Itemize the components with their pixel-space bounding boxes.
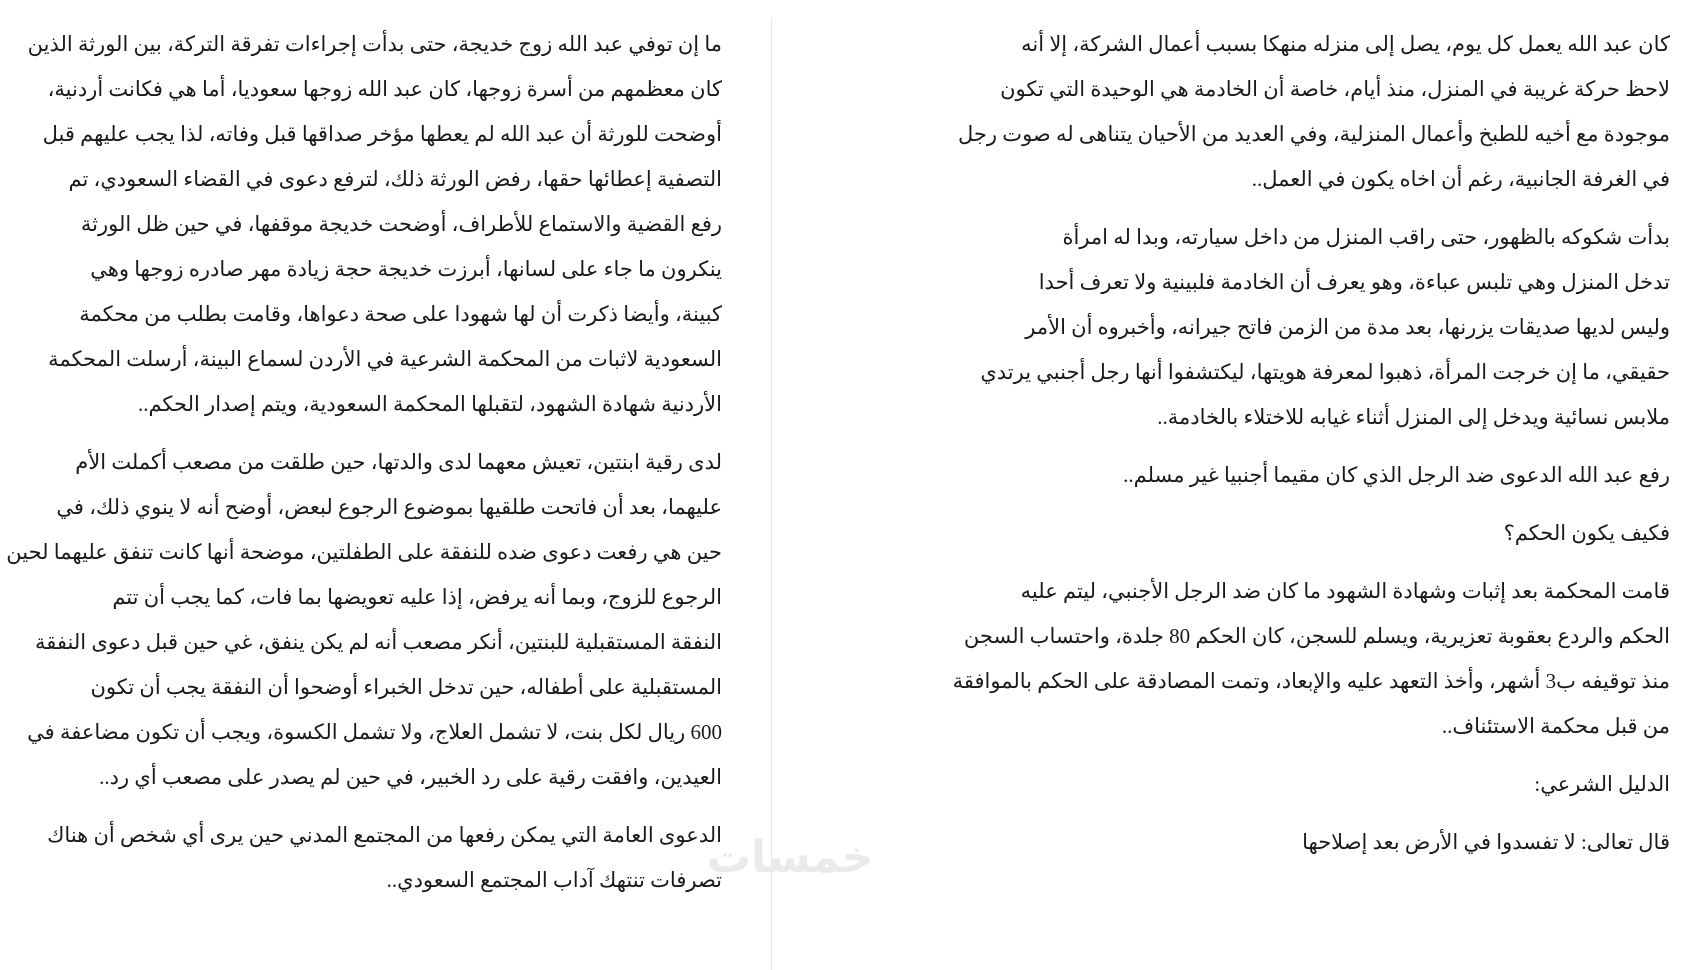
left-text-column xyxy=(0,22,722,916)
text-line: ينكرون ما جاء على لسانها، أبرزت خديجة حجة زيادة مهر صادره زوجها وهي xyxy=(90,257,722,281)
text-line: قامت المحكمة بعد إثبات وشهادة الشهود ما كان ضد الرجل الأجنبي، ليتم عليه xyxy=(1020,579,1670,603)
text-line: العيدين، وافقت رقية على رد الخبير، في حين لم يصدر على مصعب أي رد.. xyxy=(99,765,722,789)
text-line: الحكم والردع بعقوبة تعزيرية، ويسلم للسجن، كان الحكم 80 جلدة، واحتساب السجن xyxy=(963,624,1670,648)
text-line: كان عبد الله يعمل كل يوم، يصل إلى منزله منهكا بسبب أعمال الشركة، إلا أنه xyxy=(1021,32,1670,56)
text-line: الدليل الشرعي: xyxy=(1534,772,1670,796)
text-line: النفقة المستقبلية للبنتين، أنكر مصعب أنه لم يكن ينفق، غي حين قبل دعوى النفقة xyxy=(35,630,722,654)
watermark-logo: خمسات xyxy=(706,832,874,883)
text-line: حين هي رفعت دعوى ضده للنفقة على الطفلتين، موضحة أنها كانت تنفق عليهما لحين xyxy=(6,540,722,564)
paragraph xyxy=(775,453,1670,498)
paragraph xyxy=(775,215,1670,440)
text-line: تصرفات تنتهك آداب المجتمع السعودي.. xyxy=(386,868,722,892)
text-line: الرجوع للزوج، وبما أنه يرفض، إذا عليه تعويضها بما فات، كما يجب أن تتم xyxy=(112,585,722,609)
text-line: كان معظمهم من أسرة زوجها، كان عبد الله زوجها سعوديا، أما هي فكانت أردنية، xyxy=(47,77,722,101)
paragraph xyxy=(775,569,1670,749)
paragraph xyxy=(775,511,1670,556)
paragraph xyxy=(775,22,1670,202)
paragraph xyxy=(0,440,722,800)
text-line: وليس لديها صديقات يزرنها، بعد مدة من الزمن فاتح جيرانه، وأخبروه أن الأمر xyxy=(1025,315,1670,339)
text-line: 600 ريال لكل بنت، لا تشمل العلاج، ولا تشمل الكسوة، ويجب أن تكون مضاعفة في xyxy=(27,720,722,744)
text-line: بدأت شكوكه بالظهور، حتى راقب المنزل من داخل سيارته، وبدا له امرأة xyxy=(1062,225,1670,249)
paragraph xyxy=(0,813,722,903)
page-divider xyxy=(771,18,772,970)
text-line: قال تعالى: لا تفسدوا في الأرض بعد إصلاحها xyxy=(1302,830,1670,854)
text-line: الدعوى العامة التي يمكن رفعها من المجتمع المدني حين يرى أي شخص أن هناك xyxy=(47,823,722,847)
paragraph xyxy=(0,22,722,427)
text-line: فكيف يكون الحكم؟ xyxy=(1503,521,1670,545)
right-page xyxy=(775,0,1700,970)
left-page xyxy=(0,0,770,970)
text-line: في الغرفة الجانبية، رغم أن اخاه يكون في العمل.. xyxy=(1251,167,1670,191)
text-line: عليهما، بعد أن فاتحت طلقيها بموضوع الرجوع لبعض، أوضح أنه لا ينوي ذلك، في xyxy=(56,495,722,519)
text-line: ما إن توفي عبد الله زوج خديجة، حتى بدأت إجراءات تفرقة التركة، بين الورثة الذين xyxy=(27,32,722,56)
text-line: المستقبلية على أطفاله، حين تدخل الخبراء أوضحوا أن النفقة يجب أن تكون xyxy=(90,675,722,699)
text-line: كبينة، وأيضا ذكرت أن لها شهودا على صحة دعواها، وقامت بطلب من محكمة xyxy=(79,302,722,326)
paragraph xyxy=(775,762,1670,807)
text-line: أوضحت للورثة أن عبد الله لم يعطها مؤخر صداقها قبل وفاته، لذا يجب عليهم قبل xyxy=(42,122,722,146)
text-line: ملابس نسائية ويدخل إلى المنزل أثناء غيابه للاختلاء بالخادمة.. xyxy=(1157,405,1670,429)
text-line: من قبل محكمة الاستئناف.. xyxy=(1441,714,1670,738)
paragraph xyxy=(775,820,1670,865)
text-line: حقيقي، ما إن خرجت المرأة، ذهبوا لمعرفة هويتها، ليكتشفوا أنها رجل أجنبي يرتدي xyxy=(980,360,1670,384)
text-line: رفع عبد الله الدعوى ضد الرجل الذي كان مقيما أجنبيا غير مسلم.. xyxy=(1123,463,1670,487)
text-line: لدى رقية ابنتين، تعيش معهما لدى والدتها، حين طلقت من مصعب أكملت الأم xyxy=(75,450,722,474)
right-text-column xyxy=(775,22,1670,878)
text-line: الأردنية شهادة الشهود، لتقبلها المحكمة السعودية، ويتم إصدار الحكم.. xyxy=(137,392,722,416)
text-line: منذ توقيفه ب3 أشهر، وأخذ التعهد عليه والإبعاد، وتمت المصادقة على الحكم بالموافقة xyxy=(952,669,1670,693)
text-line: رفع القضية والاستماع للأطراف، أوضحت خديجة موقفها، في حين ظل الورثة xyxy=(80,212,722,236)
text-line: التصفية إعطائها حقها، رفض الورثة ذلك، لترفع دعوى في القضاء السعودي، تم xyxy=(68,167,722,191)
text-line: موجودة مع أخيه للطبخ وأعمال المنزلية، وفي العديد من الأحيان يتناهى له صوت رجل xyxy=(958,122,1670,146)
text-line: تدخل المنزل وهي تلبس عباءة، وهو يعرف أن الخادمة فلبينية ولا تعرف أحدا xyxy=(1038,270,1670,294)
text-line: السعودية لاثبات من المحكمة الشرعية في الأردن لسماع البينة، أرسلت المحكمة xyxy=(48,347,722,371)
text-line: لاحظ حركة غريبة في المنزل، منذ أيام، خاصة أن الخادمة هي الوحيدة التي تكون xyxy=(1000,77,1670,101)
